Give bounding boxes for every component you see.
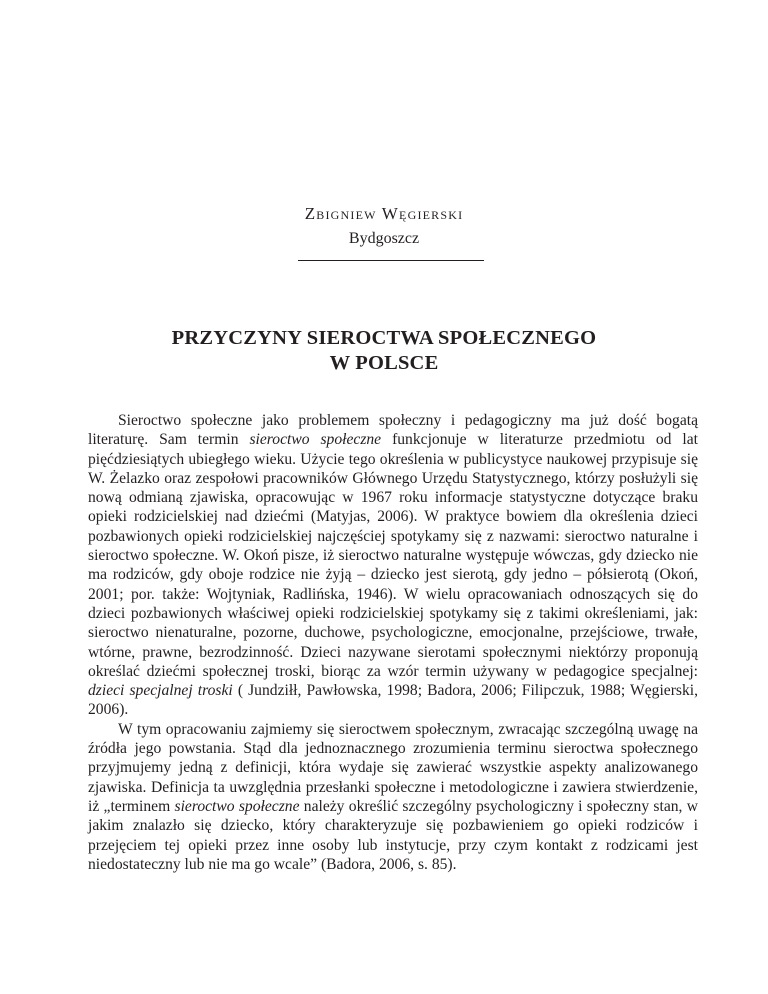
- paragraph-1-text-c: ( Jundziłł, Pawłowska, 1998; Badora, 2006; Filipczuk, 1988; Węgierski, 2006).: [88, 682, 698, 719]
- paragraph-1-term-2: dzieci specjalnej troski: [88, 682, 233, 700]
- article-body: [88, 411, 698, 874]
- article-title: [60, 326, 708, 376]
- title-line-2: W POLSCE: [329, 352, 439, 374]
- paragraph-2: [88, 720, 698, 874]
- paragraph-2-text-a: W tym opracowaniu zajmiemy się sieroctwem społecznym, zwracając szczególną uwagę na źródła jego powstania. Stąd dla jednoznacznego zrozumienia terminu sieroctwa społecznego przyjmujemy jedną z definicji, która wydaje się zawierać wszystkie aspekty analizowanego zjawiska. Definicja ta uwzględnia przesłanki społeczne i metodologiczne i zawiera stwierdzenie, iż „terminem: [88, 720, 698, 815]
- title-line-1: PRZYCZYNY SIEROCTWA SPOŁECZNEGO: [171, 327, 597, 349]
- paragraph-2-text-b: należy określić szczególny psychologiczny i społeczny stan, w jakim znalazło się dziecko, który charakteryzuje się pozbawieniem go opieki rodziców i przejęciem tej opieki przez inne osoby lub instytucje, przy czym kontakt z rodzicami jest niedostateczny lub nie ma go wcale” (Badora, 2006, s. 85).: [88, 797, 698, 873]
- author-name: Zbigniew Węgierski: [304, 204, 464, 223]
- paragraph-1-text-a: Sieroctwo społeczne jako problemem społeczny i pedagogiczny ma już dość bogatą literaturę. Sam termin: [88, 412, 698, 449]
- divider-rule: [298, 260, 484, 261]
- paragraph-1: [88, 411, 698, 720]
- paragraph-1-text-b: funkcjonuje w literaturze przedmiotu od lat pięćdziesiątych ubiegłego wieku. Użycie tego określenia w publicystyce naukowej przypisuje się W. Żelazko oraz zespołowi pracowników Głównego Urzędu Statystycznego, którzy posłużyli się nową odmianą zjawiska, opracowując w 1967 roku informacje statystyczne dotyczące braku opieki rodzicielskiej nad dziećmi (Matyjas, 2006). W praktyce bowiem dla określenia dzieci pozbawionych opieki rodzicielskiej najczęściej spotykamy się z nazwami: sieroctwo naturalne i sieroctwo społeczne. W. Okoń pisze, iż sieroctwo naturalne występuje wówczas, gdy dziecko nie ma rodziców, gdy oboje rodzice nie żyją – dziecko jest sierotą, gdy jedno – półsierotą (Okoń, 2001; por. także: Wojtyniak, Radlińska, 1946). W wielu opracowaniach odnoszących się do dzieci pozbawionych właściwej opieki rodzicielskiej spotykamy się z takimi określeniami, jak: sieroctwo nienaturalne, pozorne, duchowe, psychologiczne, emocjonalne, przejściowe, trwałe, wtórne, prawne, bezrodzinność. Dzieci nazywane sierotami społecznymi niektórzy proponują określać dziećmi społecznej troski, biorąc za wzór termin używany w pedagogice specjalnej:: [88, 431, 698, 680]
- author-affiliation: Bydgoszcz: [348, 230, 420, 247]
- paragraph-1-term: sieroctwo społeczne: [249, 431, 382, 449]
- paragraph-2-term: sieroctwo społeczne: [174, 797, 300, 815]
